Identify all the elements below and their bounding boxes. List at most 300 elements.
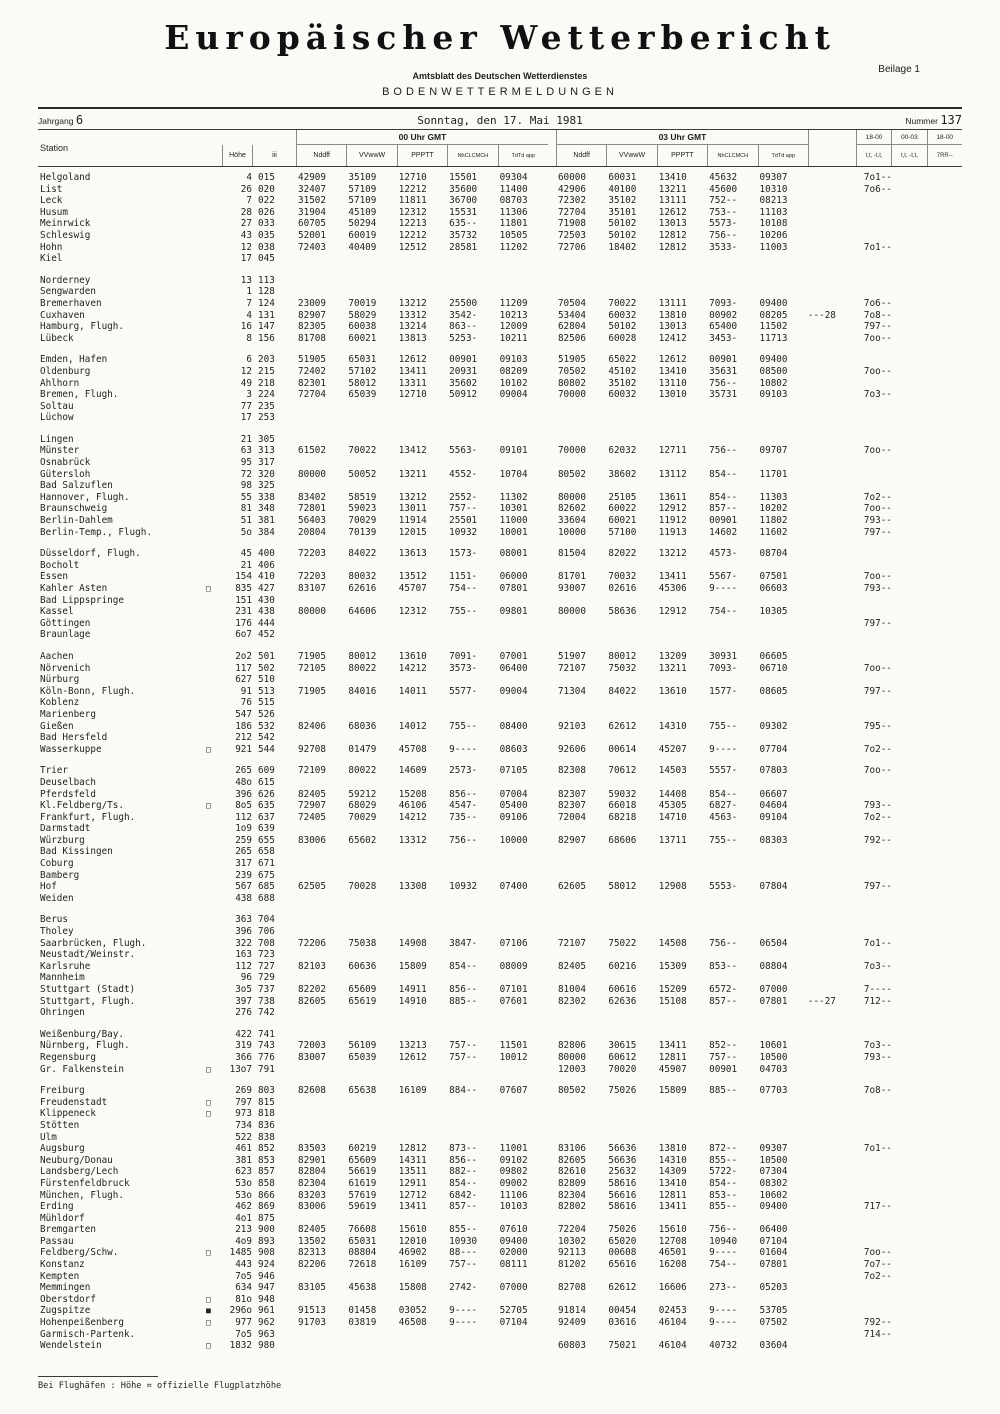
obs-03gmt-group1 <box>556 823 606 835</box>
obs-03gmt-group3: 15108 <box>658 995 687 1007</box>
obs-03gmt-group4 <box>707 1213 757 1225</box>
obs-03gmt-group5: 07703 <box>759 1085 788 1097</box>
obs-00gmt-group4 <box>447 1132 497 1144</box>
mid-annotation <box>808 1029 856 1041</box>
obs-00gmt-group4: 10932 <box>449 526 478 538</box>
obs-03gmt-group4 <box>707 253 757 265</box>
station-row <box>38 1329 962 1341</box>
station-index: 893 <box>258 1235 275 1247</box>
obs-03gmt-group2 <box>606 972 656 984</box>
obs-00gmt-group5: 52705 <box>499 1305 528 1317</box>
obs-03gmt-group1 <box>556 1029 606 1041</box>
station-index: 128 <box>258 286 275 298</box>
obs-00gmt-group5 <box>498 275 548 287</box>
precip-temp-group <box>856 1340 962 1352</box>
station-marker <box>206 253 222 265</box>
obs-00gmt-group3 <box>397 595 447 607</box>
station-row <box>38 401 962 413</box>
station-index: 444 <box>258 617 275 629</box>
station-name: Freiburg <box>40 1085 85 1097</box>
obs-03gmt-group3: 46501 <box>658 1247 687 1259</box>
obs-00gmt-group4 <box>447 914 497 926</box>
obs-03gmt-group1: 60000 <box>557 172 586 183</box>
obs-00gmt-group4 <box>447 434 497 446</box>
obs-00gmt-group5 <box>498 1097 548 1109</box>
station-row <box>38 434 962 446</box>
station-marker <box>206 1201 222 1213</box>
station-row <box>38 835 962 847</box>
obs-03gmt-group5 <box>758 823 808 835</box>
precip-temp-group: 7o1-- <box>863 1143 892 1155</box>
station-marker <box>206 184 222 196</box>
obs-03gmt-group1 <box>556 401 606 413</box>
obs-03gmt-group1 <box>556 926 606 938</box>
obs-00gmt-group5: 08009 <box>499 960 528 972</box>
precip-temp-group <box>856 1166 962 1178</box>
obs-03gmt-group5: 06504 <box>759 937 788 949</box>
station-marker <box>206 378 222 390</box>
obs-00gmt-group4 <box>447 401 497 413</box>
station-name: Nürburg <box>40 674 80 686</box>
obs-00gmt-group2 <box>346 1029 396 1041</box>
station-height: 835 <box>235 583 252 594</box>
station-height: 627 <box>235 674 252 686</box>
obs-00gmt-group4: 00901 <box>449 354 478 366</box>
obs-03gmt-group1: 92409 <box>557 1317 586 1329</box>
station-height: 7o5 <box>235 1270 252 1282</box>
obs-00gmt-group4: 856-- <box>449 788 478 800</box>
mid-annotation <box>808 1007 856 1019</box>
obs-00gmt-group1: 61502 <box>298 445 326 457</box>
obs-00gmt-group5: 08603 <box>499 743 528 755</box>
obs-00gmt-group3 <box>397 457 447 469</box>
column-gap <box>548 1064 556 1076</box>
obs-00gmt-group3: 12710 <box>398 172 427 183</box>
station-marker <box>206 606 222 618</box>
obs-00gmt-group2 <box>346 893 396 905</box>
obs-03gmt-group3: 46104 <box>658 1340 687 1352</box>
column-gap <box>548 1166 556 1178</box>
station-index: 675 <box>258 869 275 881</box>
station-name: Neustadt/Weinstr. <box>40 949 136 961</box>
station-marker <box>206 1178 222 1190</box>
obs-03gmt-group3: 11913 <box>658 526 687 538</box>
column-gap <box>548 765 556 777</box>
station-marker <box>206 893 222 905</box>
mid-annotation <box>808 595 856 607</box>
obs-03gmt-group1: 82602 <box>557 503 586 515</box>
obs-00gmt-group3: 11811 <box>398 195 427 207</box>
column-gap <box>548 709 556 721</box>
station-name: Emden, Hafen <box>40 354 108 366</box>
obs-03gmt-group1 <box>556 870 606 882</box>
station-marker <box>206 881 222 893</box>
obs-00gmt-group3: 14311 <box>398 1154 427 1166</box>
station-marker <box>206 412 222 424</box>
obs-03gmt-group5: 07104 <box>759 1235 788 1247</box>
station-index: 427 <box>258 583 275 594</box>
col-header-tdtd-00: TdTd app <box>498 145 548 166</box>
station-name: Schleswig <box>40 229 91 241</box>
station-row <box>38 629 962 641</box>
station-marker <box>206 1166 222 1178</box>
station-row <box>38 1178 962 1190</box>
obs-00gmt-group5 <box>498 1029 548 1041</box>
precip-temp-group: 714-- <box>863 1328 892 1340</box>
mid-annotation <box>808 218 856 230</box>
obs-03gmt-group5 <box>758 846 808 858</box>
obs-00gmt-group1 <box>296 1294 346 1306</box>
mid-annotation <box>808 870 856 882</box>
mid-annotation <box>808 961 856 973</box>
obs-00gmt-group1: 13502 <box>298 1235 326 1247</box>
obs-03gmt-group5 <box>758 949 808 961</box>
obs-00gmt-group4: 735-- <box>449 811 478 823</box>
obs-00gmt-group1: 60705 <box>298 218 326 230</box>
obs-03gmt-group3 <box>657 972 707 984</box>
obs-00gmt-group3: 14011 <box>398 685 427 697</box>
obs-03gmt-group5: 04703 <box>759 1063 788 1075</box>
obs-00gmt-group4: 1573- <box>449 548 478 560</box>
open-square-icon: □ <box>206 801 211 811</box>
obs-00gmt-group2 <box>346 629 396 641</box>
obs-03gmt-group3: 13411 <box>658 1201 687 1213</box>
obs-03gmt-group4: 30931 <box>709 650 738 662</box>
column-gap <box>548 1155 556 1167</box>
column-gap <box>548 1294 556 1306</box>
obs-00gmt-group2 <box>346 926 396 938</box>
obs-03gmt-group1: 83106 <box>557 1143 586 1155</box>
obs-00gmt-group4: 88--- <box>449 1247 478 1259</box>
precip-temp-group <box>856 1294 962 1306</box>
station-row <box>38 366 962 378</box>
obs-03gmt-group5 <box>758 595 808 607</box>
obs-00gmt-group4 <box>447 275 497 287</box>
station-index: 866 <box>258 1189 275 1201</box>
station-height: 6o7 <box>235 629 252 641</box>
precip-temp-group <box>856 1305 962 1317</box>
column-gap <box>548 1247 556 1259</box>
obs-00gmt-group5: 09101 <box>499 445 528 457</box>
station-index: 615 <box>258 776 275 788</box>
mid-annotation <box>808 401 856 413</box>
obs-00gmt-group2 <box>346 1007 396 1019</box>
station-height: 55 <box>240 491 252 503</box>
mid-annotation <box>808 709 856 721</box>
obs-00gmt-group2: 35109 <box>348 172 377 183</box>
station-height: 154 <box>235 571 252 583</box>
station-index: 671 <box>258 858 275 870</box>
obs-00gmt-group5 <box>498 893 548 905</box>
content <box>38 107 962 1391</box>
obs-00gmt-group4: 755-- <box>449 720 478 732</box>
obs-00gmt-group1: 72003 <box>298 1040 326 1052</box>
column-gap <box>548 1282 556 1294</box>
obs-03gmt-group2 <box>606 709 656 721</box>
station-height: 422 <box>235 1028 252 1040</box>
obs-03gmt-group2 <box>606 457 656 469</box>
obs-00gmt-group5 <box>498 870 548 882</box>
station-name: Hannover, Flugh. <box>40 491 130 503</box>
obs-03gmt-group2: 58012 <box>608 881 637 893</box>
station-row <box>38 515 962 527</box>
obs-00gmt-group1: 82605 <box>298 995 326 1007</box>
obs-03gmt-group2: 38602 <box>608 468 637 480</box>
obs-00gmt-group3: 14910 <box>398 995 427 1007</box>
obs-03gmt-group4: 7093- <box>709 662 738 674</box>
obs-03gmt-group4: 857-- <box>709 503 738 515</box>
obs-03gmt-group1: 72706 <box>557 241 586 253</box>
precip-temp-group: 793-- <box>863 1051 892 1063</box>
precip-temp-group: 793-- <box>863 583 892 594</box>
mid-annotation <box>808 207 856 219</box>
obs-03gmt-group1: 81701 <box>557 571 586 583</box>
mid-annotation <box>808 618 856 630</box>
station-row <box>38 1271 962 1283</box>
beilage-label: Beilage 1 <box>878 64 920 75</box>
obs-03gmt-group3: 12612 <box>658 354 687 366</box>
obs-00gmt-group4: 1151- <box>449 571 478 583</box>
obs-00gmt-group4 <box>447 286 497 298</box>
station-height: 45 <box>240 548 252 560</box>
obs-00gmt-group5 <box>498 480 548 492</box>
obs-03gmt-group2 <box>606 823 656 835</box>
station-height: 265 <box>235 765 252 777</box>
obs-00gmt-group1: 52001 <box>298 229 326 241</box>
filled-square-icon: ■ <box>206 1306 211 1316</box>
obs-00gmt-group2: 08804 <box>348 1247 377 1259</box>
column-gap <box>548 560 556 572</box>
obs-03gmt-group4: 757-- <box>709 1051 738 1063</box>
obs-00gmt-group1: 72109 <box>298 765 326 777</box>
obs-00gmt-group4: 635-- <box>449 218 478 230</box>
column-gap <box>548 1236 556 1248</box>
obs-03gmt-group5 <box>758 1294 808 1306</box>
obs-03gmt-group1: 82907 <box>557 834 586 846</box>
precip-temp-group <box>856 412 962 424</box>
obs-03gmt-group5: 07804 <box>759 881 788 893</box>
obs-00gmt-group1: 72206 <box>298 937 326 949</box>
obs-00gmt-group5: 09801 <box>499 606 528 618</box>
station-marker <box>206 310 222 322</box>
precip-temp-group <box>856 548 962 560</box>
station-row <box>38 651 962 663</box>
column-gap <box>548 674 556 686</box>
obs-00gmt-group3: 13813 <box>398 332 427 344</box>
precip-temp-group <box>856 651 962 663</box>
station-row <box>38 1108 962 1120</box>
precip-temp-group: 7oo-- <box>863 1247 892 1259</box>
station-index: 124 <box>258 297 275 309</box>
station-row <box>38 870 962 882</box>
column-gap <box>548 996 556 1008</box>
obs-00gmt-group4: 4552- <box>449 468 478 480</box>
obs-03gmt-group3: 15610 <box>658 1224 687 1236</box>
column-gap <box>548 1213 556 1225</box>
obs-03gmt-group3: 12912 <box>658 503 687 515</box>
group-separator <box>38 1019 962 1029</box>
precip-temp-group: 792-- <box>863 834 892 846</box>
col-header-clouds-00: NhCLCMCH <box>447 145 497 166</box>
station-row <box>38 893 962 905</box>
column-gap <box>548 207 556 219</box>
mid-annotation <box>808 984 856 996</box>
obs-03gmt-group2: 25105 <box>608 491 637 503</box>
obs-03gmt-group5: 08704 <box>759 548 788 560</box>
station-height: 151 <box>235 594 252 606</box>
precip-temp-group <box>856 1007 962 1019</box>
obs-03gmt-group5: 11802 <box>759 515 788 527</box>
station-marker <box>206 1132 222 1144</box>
obs-00gmt-group5 <box>498 1108 548 1120</box>
obs-00gmt-group5 <box>498 823 548 835</box>
station-marker <box>206 275 222 287</box>
obs-03gmt-group5: 08302 <box>759 1177 788 1189</box>
obs-03gmt-group5 <box>758 858 808 870</box>
obs-03gmt-group2: 80012 <box>608 650 637 662</box>
station-index: 544 <box>258 743 275 755</box>
station-index: 526 <box>258 708 275 720</box>
column-gap <box>548 618 556 630</box>
obs-03gmt-group5 <box>758 253 808 265</box>
column-gap <box>548 321 556 333</box>
obs-03gmt-group1: 72704 <box>557 206 586 218</box>
obs-03gmt-group1: 80502 <box>557 468 586 480</box>
obs-00gmt-group4: 35602 <box>449 377 478 389</box>
obs-00gmt-group5 <box>498 674 548 686</box>
obs-00gmt-group1: 31904 <box>298 206 326 218</box>
column-gap <box>548 1340 556 1352</box>
obs-03gmt-group4: 5573- <box>709 218 738 230</box>
precip-temp-group <box>856 823 962 835</box>
obs-03gmt-group1 <box>556 1271 606 1283</box>
obs-03gmt-group1: 82308 <box>557 765 586 777</box>
obs-03gmt-group2 <box>606 1132 656 1144</box>
column-gap <box>548 938 556 950</box>
precip-temp-group: 7o6-- <box>863 183 892 195</box>
obs-00gmt-group1 <box>296 275 346 287</box>
column-gap <box>548 881 556 893</box>
station-height: 322 <box>235 937 252 949</box>
obs-03gmt-group3: 13411 <box>658 571 687 583</box>
mid-annotation <box>808 1064 856 1076</box>
station-marker <box>206 1085 222 1097</box>
obs-03gmt-group2: 75026 <box>608 1085 637 1097</box>
precip-temp-group: 797-- <box>863 881 892 893</box>
obs-00gmt-group3 <box>397 858 447 870</box>
obs-00gmt-group5 <box>498 1120 548 1132</box>
station-row <box>38 996 962 1008</box>
obs-00gmt-group5: 06000 <box>499 571 528 583</box>
mid-annotation <box>808 333 856 345</box>
station-row <box>38 527 962 539</box>
column-gap <box>548 242 556 254</box>
obs-00gmt-group1 <box>296 629 346 641</box>
obs-03gmt-group4: 857-- <box>709 995 738 1007</box>
station-row <box>38 721 962 733</box>
station-height: 4 <box>246 309 252 321</box>
station-name: Osnabrück <box>40 457 91 469</box>
obs-03gmt-group2 <box>606 1029 656 1041</box>
obs-00gmt-group2: 76608 <box>348 1224 377 1236</box>
mid-annotation <box>808 674 856 686</box>
obs-00gmt-group4 <box>447 674 497 686</box>
station-marker <box>206 949 222 961</box>
mid-annotation <box>808 184 856 196</box>
obs-03gmt-group3: 13711 <box>658 834 687 846</box>
obs-03gmt-group3: 13410 <box>658 172 687 183</box>
issue-row <box>38 109 962 129</box>
precip-temp-group: 797-- <box>863 617 892 629</box>
obs-03gmt-group3: 12612 <box>658 206 687 218</box>
obs-00gmt-group3: 14911 <box>398 984 427 995</box>
station-height: 396 <box>235 926 252 938</box>
column-gap <box>548 354 556 366</box>
obs-03gmt-group2: 60032 <box>608 309 637 321</box>
obs-00gmt-group3: 13411 <box>398 1201 427 1213</box>
station-row <box>38 286 962 298</box>
obs-00gmt-group1: 91703 <box>298 1317 326 1329</box>
column-gap <box>548 595 556 607</box>
column-gap <box>548 812 556 824</box>
obs-00gmt-group3: 12612 <box>398 1051 427 1063</box>
obs-03gmt-group5: 03604 <box>759 1340 788 1352</box>
obs-00gmt-group5 <box>498 412 548 424</box>
station-row <box>38 445 962 457</box>
obs-03gmt-group3 <box>657 1120 707 1132</box>
obs-03gmt-group2: 58636 <box>608 606 637 618</box>
station-marker <box>206 503 222 515</box>
obs-00gmt-group2 <box>346 480 396 492</box>
obs-00gmt-group4: 2573- <box>449 765 478 777</box>
obs-03gmt-group2: 18402 <box>608 241 637 253</box>
obs-00gmt-group1: 80000 <box>298 468 326 480</box>
column-gap <box>548 1201 556 1213</box>
station-height: 547 <box>235 708 252 720</box>
station-name: Zugspitze <box>40 1305 91 1317</box>
column-gap <box>548 1052 556 1064</box>
obs-03gmt-group3 <box>657 560 707 572</box>
obs-03gmt-group1: 80000 <box>557 606 586 618</box>
precip-temp-group <box>856 275 962 287</box>
obs-00gmt-group1: 72907 <box>298 800 326 812</box>
mid-annotation <box>808 835 856 847</box>
obs-03gmt-group2 <box>606 1213 656 1225</box>
obs-03gmt-group4: 35631 <box>709 365 738 377</box>
mid-annotation <box>808 1317 856 1329</box>
obs-00gmt-group3 <box>397 846 447 858</box>
obs-00gmt-group3 <box>397 949 447 961</box>
station-row <box>38 972 962 984</box>
station-name: Ahlhorn <box>40 377 80 389</box>
station-height: 212 <box>235 732 252 744</box>
station-height: 231 <box>235 606 252 618</box>
column-gap <box>548 298 556 310</box>
station-row <box>38 354 962 366</box>
obs-00gmt-group2: 64606 <box>348 606 377 618</box>
station-row <box>38 275 962 287</box>
obs-03gmt-group1: 70504 <box>557 297 586 309</box>
column-gap <box>548 686 556 698</box>
mid-annotation <box>808 777 856 789</box>
mid-annotation <box>808 548 856 560</box>
obs-00gmt-group3 <box>397 1271 447 1283</box>
obs-03gmt-group1: 71304 <box>557 685 586 697</box>
obs-03gmt-group5: 06605 <box>759 650 788 662</box>
obs-00gmt-group2: 61619 <box>348 1177 377 1189</box>
column-gap <box>548 697 556 709</box>
obs-03gmt-group5: 07000 <box>759 984 788 995</box>
